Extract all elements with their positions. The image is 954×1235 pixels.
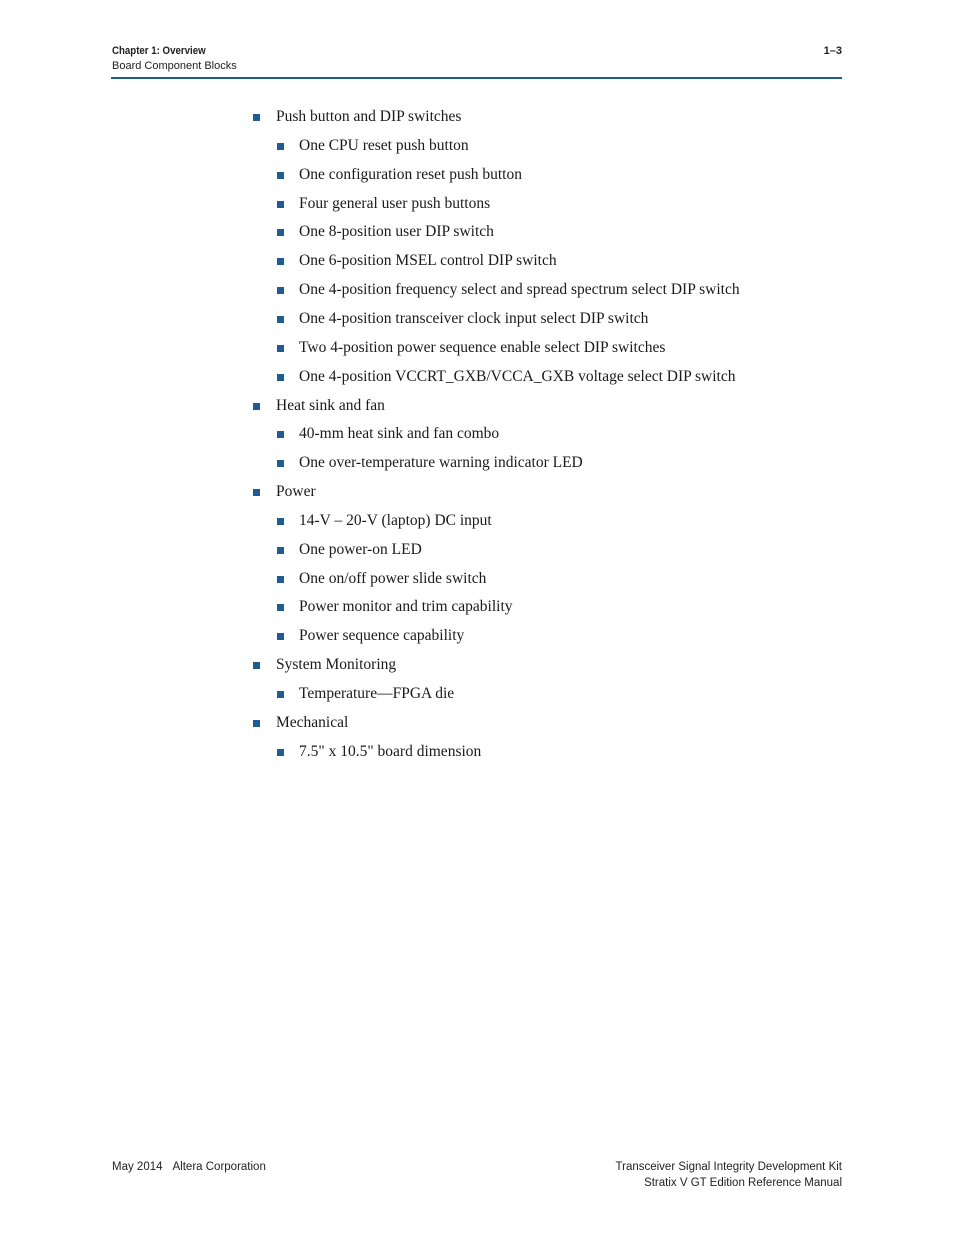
sub-list-item xyxy=(299,511,492,531)
sub-list-item xyxy=(299,569,486,589)
sub-list-item xyxy=(299,540,422,560)
sub-list-item xyxy=(299,280,740,300)
list-item-text: Two 4-position power sequence enable select DIP switches xyxy=(299,338,666,356)
square-bullet-icon xyxy=(277,258,284,265)
square-bullet-icon xyxy=(277,749,284,756)
sub-list-item xyxy=(299,136,469,156)
sub-list-item xyxy=(299,453,583,473)
list-item-text: 14-V – 20-V (laptop) DC input xyxy=(299,511,492,529)
list-item-text: One over-temperature warning indicator LED xyxy=(299,454,583,472)
footer-date: May 2014 xyxy=(112,1161,163,1173)
square-bullet-icon xyxy=(277,201,284,208)
square-bullet-icon xyxy=(277,460,284,467)
header-rule xyxy=(111,77,842,79)
footer-left xyxy=(112,1159,266,1175)
sub-list-item xyxy=(299,309,648,329)
sub-list-item xyxy=(299,338,665,358)
list-item-text: One 6-position MSEL control DIP switch xyxy=(299,252,557,270)
section-title: Board Component Blocks xyxy=(112,60,237,72)
sub-list-item xyxy=(299,597,513,617)
list-item-text: One CPU reset push button xyxy=(299,136,469,154)
page-number: 1–3 xyxy=(823,45,842,57)
square-bullet-icon xyxy=(277,633,284,640)
list-item-text: Power sequence capability xyxy=(299,627,465,645)
square-bullet-icon xyxy=(253,489,260,496)
list-item-text: Power xyxy=(276,483,316,501)
list-item xyxy=(276,396,385,416)
sub-list-item xyxy=(299,222,494,242)
sub-list-item xyxy=(299,194,490,214)
square-bullet-icon xyxy=(277,604,284,611)
square-bullet-icon xyxy=(277,345,284,352)
list-item-text: Heat sink and fan xyxy=(276,396,385,414)
square-bullet-icon xyxy=(277,143,284,150)
list-item xyxy=(276,655,396,675)
square-bullet-icon xyxy=(253,720,260,727)
square-bullet-icon xyxy=(277,374,284,381)
square-bullet-icon xyxy=(277,229,284,236)
list-item-text: One 4-position frequency select and spread spectrum select DIP switch xyxy=(299,281,740,299)
footer-title-line2: Stratix V GT Edition Reference Manual xyxy=(644,1177,842,1189)
sub-list-item xyxy=(299,251,557,271)
footer-title-line1: Transceiver Signal Integrity Development Kit xyxy=(615,1161,842,1173)
list-item-text: Push button and DIP switches xyxy=(276,108,462,125)
sub-list-item xyxy=(299,684,454,704)
sub-list-item xyxy=(299,742,481,762)
square-bullet-icon xyxy=(277,287,284,294)
sub-list-item xyxy=(299,424,499,444)
chapter-title: Chapter 1: Overview xyxy=(112,45,206,57)
square-bullet-icon xyxy=(277,316,284,323)
list-item-text: System Monitoring xyxy=(276,656,397,674)
list-item-text: 40-mm heat sink and fan combo xyxy=(299,425,500,443)
sub-list-item xyxy=(299,367,736,387)
square-bullet-icon xyxy=(253,403,260,410)
list-item-text: One 8-position user DIP switch xyxy=(299,223,494,241)
sub-list-item xyxy=(299,626,464,646)
sub-list-item xyxy=(299,165,522,185)
footer-right xyxy=(616,1159,842,1191)
list-item-text: Four general user push buttons xyxy=(299,194,491,212)
square-bullet-icon xyxy=(253,662,260,669)
square-bullet-icon xyxy=(277,172,284,179)
list-item-text: One power-on LED xyxy=(299,540,422,558)
list-item-text: Power monitor and trim capability xyxy=(299,598,513,616)
square-bullet-icon xyxy=(277,518,284,525)
list-item xyxy=(276,713,348,733)
square-bullet-icon xyxy=(277,576,284,583)
list-item-text: Temperature—FPGA die xyxy=(299,685,455,702)
list-item-text: One on/off power slide switch xyxy=(299,569,487,587)
footer-company: Altera Corporation xyxy=(172,1161,266,1173)
list-item-text: One 4-position VCCRT_GXB/VCCA_GXB voltage select DIP switch xyxy=(299,367,736,385)
list-item-text: One 4-position transceiver clock input select DIP switch xyxy=(299,309,649,327)
list-item xyxy=(276,482,316,502)
list-item xyxy=(276,107,461,127)
square-bullet-icon xyxy=(277,691,284,698)
list-item-text: One configuration reset push button xyxy=(299,165,522,183)
square-bullet-icon xyxy=(253,114,260,121)
square-bullet-icon xyxy=(277,431,284,438)
list-item-text: Mechanical xyxy=(276,713,349,731)
square-bullet-icon xyxy=(277,547,284,554)
list-item-text: 7.5" x 10.5" board dimension xyxy=(299,742,482,760)
